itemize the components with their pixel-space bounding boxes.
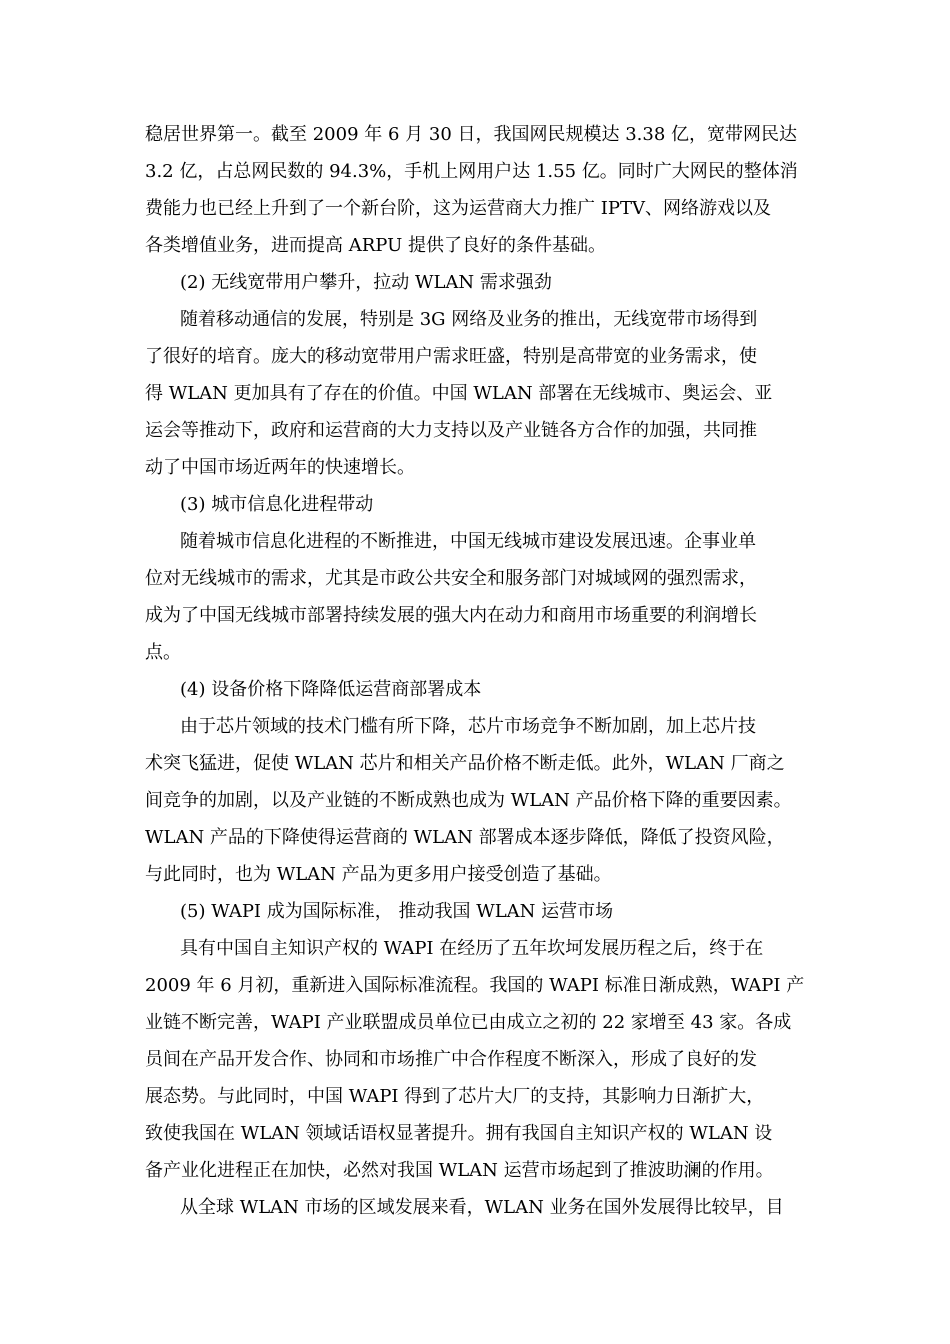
section-heading-5: (5) WAPI 成为国际标准， 推动我国 WLAN 运营市场 <box>180 901 614 922</box>
body-line-19: 间竞争的加剧，以及产业链的不断成熟也成为 WLAN 产品价格下降的重要因素。 <box>145 790 792 811</box>
body-line-30: 从全球 WLAN 市场的区域发展来看，WLAN 业务在国外发展得比较早，目 <box>180 1197 784 1218</box>
body-line-25: 业链不断完善，WAPI 产业联盟成员单位已由成立之初的 22 家增至 43 家。各成 <box>145 1012 792 1033</box>
body-line-24: 2009 年 6 月初，重新进入国际标准流程。我国的 WAPI 标准日渐成熟，WAPI 产 <box>145 975 805 996</box>
body-line-14: 成为了中国无线城市部署持续发展的强大内在动力和商用市场重要的利润增长 <box>145 605 757 626</box>
body-line-26: 员间在产品开发合作、协同和市场推广中合作程度不断深入，形成了良好的发 <box>145 1049 757 1070</box>
body-line-3: 费能力也已经上升到了一个新台阶，这为运营商大力推广 IPTV、网络游戏以及 <box>145 198 771 219</box>
body-line-2: 3.2 亿，占总网民数的 94.3%，手机上网用户达 1.55 亿。同时广大网民的整体消 <box>145 161 798 182</box>
section-heading-2: (2) 无线宽带用户攀升，拉动 WLAN 需求强劲 <box>180 272 552 293</box>
body-line-4: 各类增值业务，进而提高 ARPU 提供了良好的条件基础。 <box>145 235 606 256</box>
section-heading-3: (3) 城市信息化进程带动 <box>180 494 374 515</box>
body-line-20: WLAN 产品的下降使得运营商的 WLAN 部署成本逐步降低，降低了投资风险， <box>145 827 785 848</box>
body-line-7: 了很好的培育。庞大的移动宽带用户需求旺盛，特别是高带宽的业务需求，使 <box>145 346 757 367</box>
body-line-10: 动了中国市场近两年的快速增长。 <box>145 457 415 478</box>
body-line-21: 与此同时，也为 WLAN 产品为更多用户接受创造了基础。 <box>145 864 612 885</box>
body-line-9: 运会等推动下，政府和运营商的大力支持以及产业链各方合作的加强，共同推 <box>145 420 757 441</box>
body-line-6: 随着移动通信的发展，特别是 3G 网络及业务的推出，无线宽带市场得到 <box>180 309 758 330</box>
body-line-17: 由于芯片领域的技术门槛有所下降，芯片市场竞争不断加剧，加上芯片技 <box>180 716 756 737</box>
body-line-12: 随着城市信息化进程的不断推进，中国无线城市建设发展迅速。企事业单 <box>180 531 756 552</box>
body-line-27: 展态势。与此同时，中国 WAPI 得到了芯片大厂的支持，其影响力日渐扩大， <box>145 1086 765 1107</box>
body-line-23: 具有中国自主知识产权的 WAPI 在经历了五年坎坷发展历程之后，终于在 <box>180 938 764 959</box>
body-line-8: 得 WLAN 更加具有了存在的价值。中国 WLAN 部署在无线城市、奥运会、亚 <box>145 383 773 404</box>
section-heading-4: (4) 设备价格下降降低运营商部署成本 <box>180 679 482 700</box>
body-line-29: 备产业化进程正在加快，必然对我国 WLAN 运营市场起到了推波助澜的作用。 <box>145 1160 774 1181</box>
body-line-1: 稳居世界第一。截至 2009 年 6 月 30 日，我国网民规模达 3.38 亿，宽带网民达 <box>145 124 798 145</box>
body-line-18: 术突飞猛进，促使 WLAN 芯片和相关产品价格不断走低。此外，WLAN 厂商之 <box>145 753 785 774</box>
body-line-28: 致使我国在 WLAN 领域话语权显著提升。拥有我国自主知识产权的 WLAN 设 <box>145 1123 773 1144</box>
body-line-15: 点。 <box>145 642 181 663</box>
body-line-13: 位对无线城市的需求，尤其是市政公共安全和服务部门对城域网的强烈需求， <box>145 568 757 589</box>
